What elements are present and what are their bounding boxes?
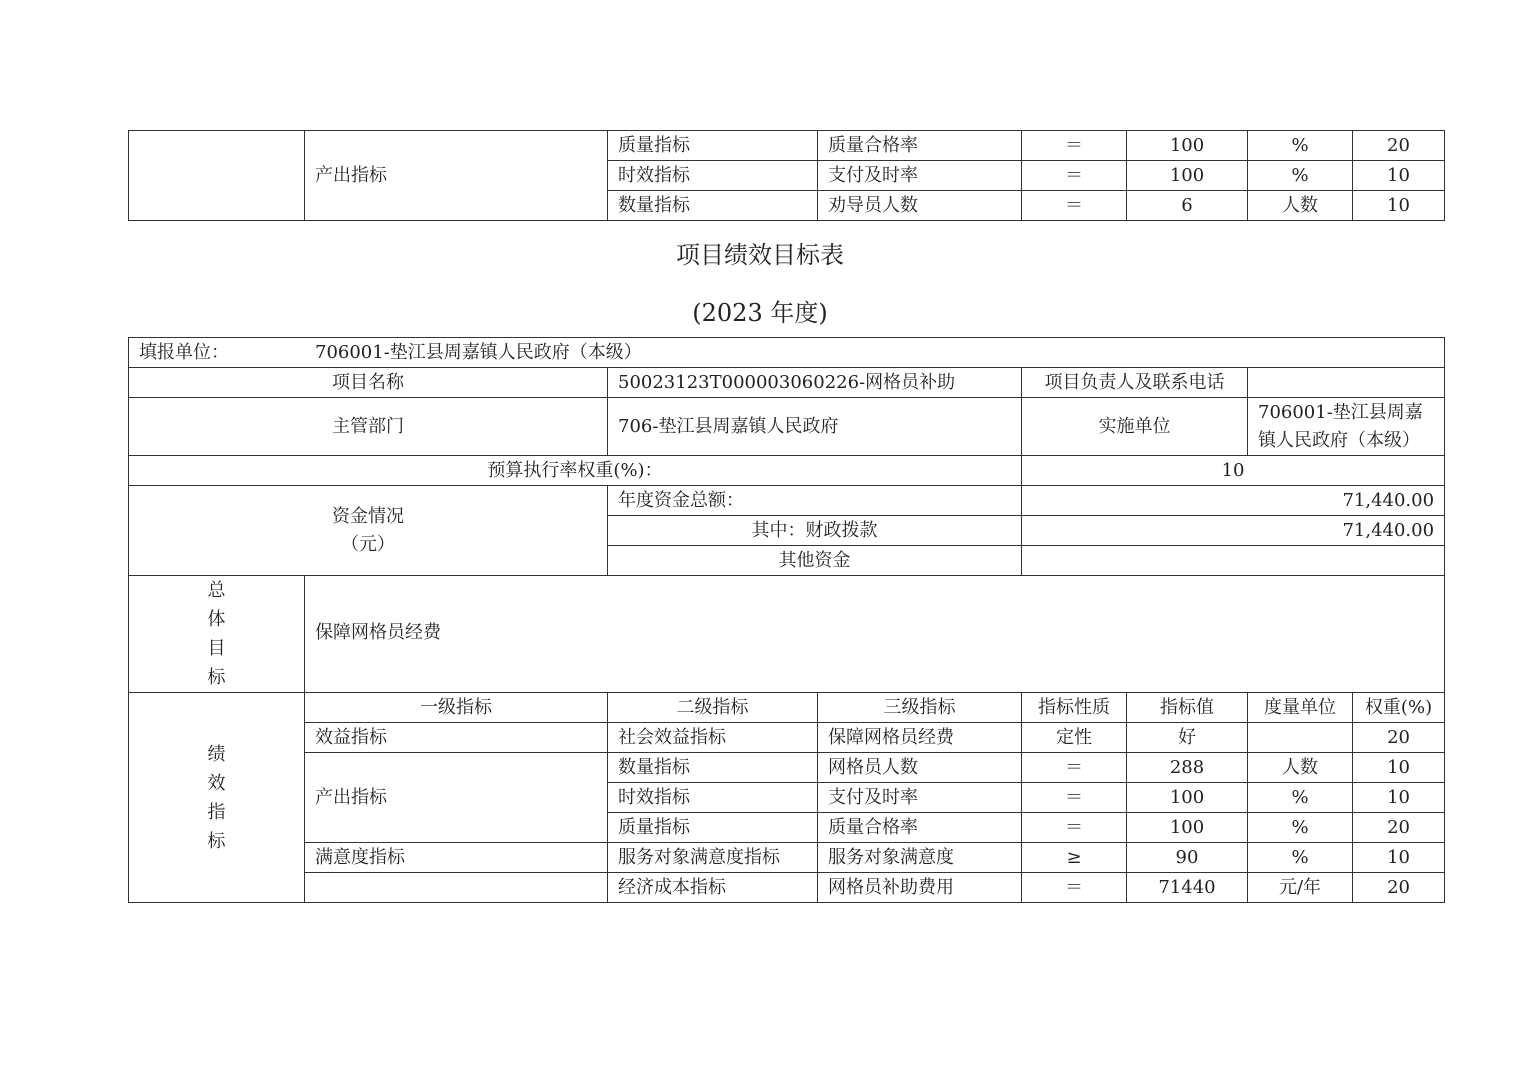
value-cell: 71440	[1127, 873, 1248, 903]
metrics-char: 标	[207, 830, 226, 852]
value-cell: 100	[1127, 131, 1248, 161]
page-subtitle: (2023 年度)	[692, 299, 828, 327]
level2-cell: 时效指标	[608, 783, 818, 813]
weight-cell: 10	[1353, 161, 1445, 191]
header-unit: 度量单位	[1248, 693, 1353, 723]
reporting-unit-row	[129, 338, 1445, 368]
metrics-char: 绩	[207, 743, 226, 765]
weight-cell: 10	[1353, 191, 1445, 221]
level2-cell: 社会效益指标	[608, 723, 818, 753]
table-row	[129, 843, 1445, 873]
header-nature: 指标性质	[1022, 693, 1127, 723]
unit-cell: 人数	[1248, 191, 1353, 221]
nature-cell: ＝	[1022, 783, 1127, 813]
weight-cell: 20	[1353, 131, 1445, 161]
level3-cell: 质量合格率	[818, 131, 1022, 161]
table-row	[129, 456, 1445, 486]
previous-metrics-table	[128, 130, 1445, 221]
dept-label: 主管部门	[129, 398, 608, 456]
value-cell: 288	[1127, 753, 1248, 783]
level1-cell: 满意度指标	[305, 843, 608, 873]
value-cell: 90	[1127, 843, 1248, 873]
level2-cell: 经济成本指标	[608, 873, 818, 903]
nature-cell: ≥	[1022, 843, 1127, 873]
nature-cell: ＝	[1022, 131, 1127, 161]
weight-cell: 10	[1353, 753, 1445, 783]
level1-cell: 效益指标	[305, 723, 608, 753]
level2-cell: 质量指标	[608, 131, 818, 161]
level2-cell: 时效指标	[608, 161, 818, 191]
unit-cell: %	[1248, 131, 1353, 161]
table-row	[129, 873, 1445, 903]
table-row	[129, 131, 1445, 161]
goal-char: 目	[207, 638, 226, 659]
table-row	[129, 576, 1445, 693]
blank-cell	[129, 131, 305, 221]
header-level3: 三级指标	[818, 693, 1022, 723]
other-funds-label: 其他资金	[608, 546, 1022, 576]
dept-value: 706-垫江县周嘉镇人民政府	[608, 398, 1022, 456]
level3-cell: 质量合格率	[818, 813, 1022, 843]
unit-cell: %	[1248, 783, 1353, 813]
funds-label-line2: （元）	[341, 533, 395, 555]
weight-cell: 10	[1353, 783, 1445, 813]
goal-char: 标	[207, 667, 226, 688]
level1-cell	[305, 873, 608, 903]
weight-cell: 20	[1353, 873, 1445, 903]
funds-label-line1: 资金情况	[332, 505, 404, 527]
unit-cell: 人数	[1248, 753, 1353, 783]
level3-cell: 网格员补助费用	[818, 873, 1022, 903]
project-name-value: 50023123T000003060226-网格员补助	[608, 368, 1022, 398]
page-title: 项目绩效目标表	[676, 241, 844, 269]
impl-unit-value: 706001-垫江县周嘉镇人民政府（本级）	[1248, 398, 1445, 456]
nature-cell: ＝	[1022, 161, 1127, 191]
value-cell: 100	[1127, 161, 1248, 191]
table-row	[129, 693, 1445, 723]
reporting-unit-value: 706001-垫江县周嘉镇人民政府（本级）	[315, 341, 642, 363]
performance-target-table	[128, 337, 1445, 903]
table-row	[129, 753, 1445, 783]
value-cell: 好	[1127, 723, 1248, 753]
header-value: 指标值	[1127, 693, 1248, 723]
fiscal-label: 其中：财政拨款	[608, 516, 1022, 546]
metrics-char: 效	[207, 772, 226, 794]
budget-weight-value: 10	[1022, 456, 1445, 486]
fiscal-value: 71,440.00	[1022, 516, 1445, 546]
contact-value	[1248, 368, 1445, 398]
table-row	[129, 723, 1445, 753]
unit-cell: 元/年	[1248, 873, 1353, 903]
level3-cell: 支付及时率	[818, 783, 1022, 813]
table-row	[129, 338, 1445, 368]
header-level1: 一级指标	[305, 693, 608, 723]
level3-cell: 服务对象满意度	[818, 843, 1022, 873]
output-category: 产出指标	[305, 131, 608, 221]
nature-cell: ＝	[1022, 753, 1127, 783]
goal-char: 总	[207, 580, 226, 601]
annual-total-label: 年度资金总额：	[608, 486, 1022, 516]
level2-cell: 数量指标	[608, 191, 818, 221]
table-row	[129, 398, 1445, 456]
level2-cell: 数量指标	[608, 753, 818, 783]
unit-cell: %	[1248, 813, 1353, 843]
level3-cell: 网格员人数	[818, 753, 1022, 783]
header-weight: 权重(%)	[1353, 693, 1445, 723]
level2-cell: 服务对象满意度指标	[608, 843, 818, 873]
annual-total-value: 71,440.00	[1022, 486, 1445, 516]
nature-cell: 定性	[1022, 723, 1127, 753]
unit-cell: %	[1248, 843, 1353, 873]
project-name-label: 项目名称	[129, 368, 608, 398]
header-level2: 二级指标	[608, 693, 818, 723]
reporting-unit-label: 填报单位：	[139, 341, 229, 363]
overall-goal-label	[129, 576, 305, 693]
impl-unit-label: 实施单位	[1022, 398, 1248, 456]
nature-cell: ＝	[1022, 191, 1127, 221]
value-cell: 100	[1127, 783, 1248, 813]
level3-cell: 保障网格员经费	[818, 723, 1022, 753]
contact-label: 项目负责人及联系电话	[1022, 368, 1248, 398]
funds-label	[129, 486, 608, 576]
level2-cell: 质量指标	[608, 813, 818, 843]
level3-cell: 支付及时率	[818, 161, 1022, 191]
unit-cell: %	[1248, 161, 1353, 191]
value-cell: 100	[1127, 813, 1248, 843]
nature-cell: ＝	[1022, 873, 1127, 903]
weight-cell: 20	[1353, 813, 1445, 843]
metrics-side-label	[129, 693, 305, 903]
table-row	[129, 486, 1445, 516]
budget-weight-label: 预算执行率权重(%)：	[129, 456, 1022, 486]
output-category: 产出指标	[305, 753, 608, 843]
overall-goal-text: 保障网格员经费	[305, 576, 1445, 693]
goal-char: 体	[207, 609, 226, 630]
nature-cell: ＝	[1022, 813, 1127, 843]
weight-cell: 10	[1353, 843, 1445, 873]
unit-cell	[1248, 723, 1353, 753]
weight-cell: 20	[1353, 723, 1445, 753]
metrics-char: 指	[207, 801, 226, 823]
other-funds-value	[1022, 546, 1445, 576]
level3-cell: 劝导员人数	[818, 191, 1022, 221]
value-cell: 6	[1127, 191, 1248, 221]
table-row	[129, 368, 1445, 398]
